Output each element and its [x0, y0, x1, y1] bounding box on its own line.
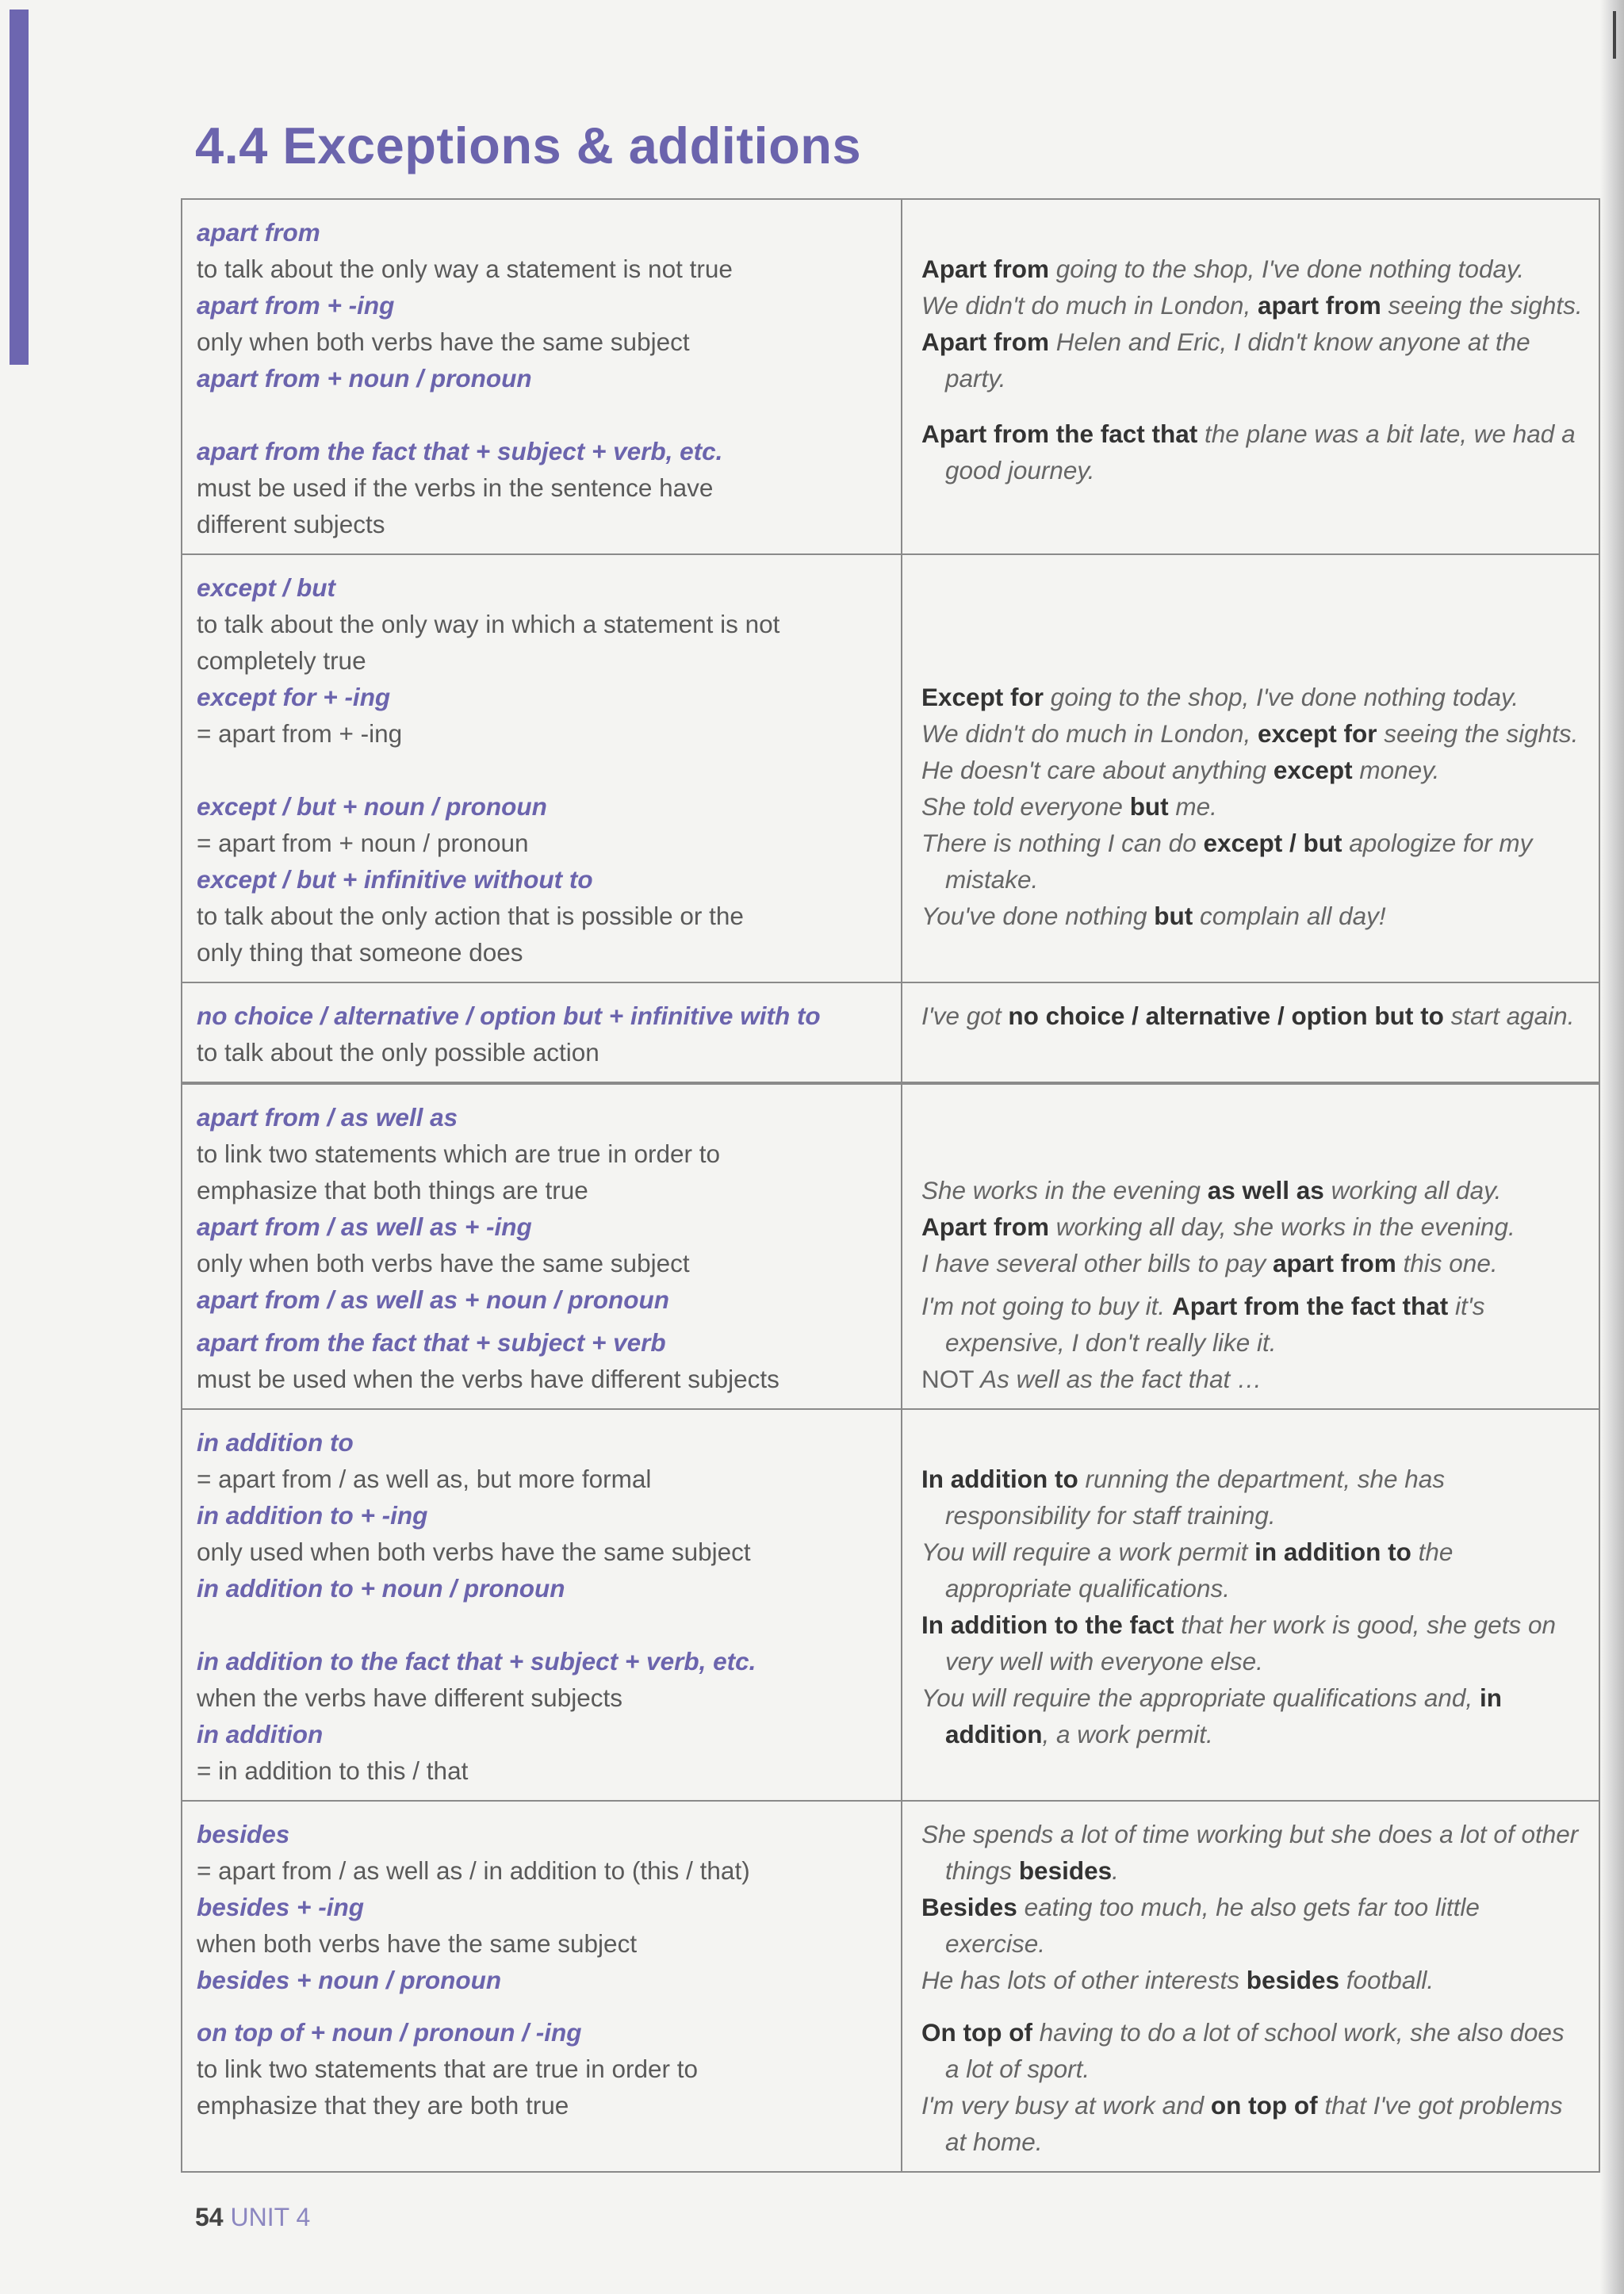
- example: He has lots of other interests besides football.: [921, 1966, 1434, 1994]
- example: Apart from Helen and Eric, I didn't know anyone at the party.: [921, 327, 1530, 393]
- rule-heading: besides + -ing: [197, 1893, 364, 1921]
- rule-desc: when both verbs have the same subject: [197, 1929, 638, 1958]
- rule-heading: besides + noun / pronoun: [197, 1966, 502, 1994]
- rule-desc: to talk about the only possible action: [197, 1038, 599, 1067]
- rule-desc: = in addition to this / that: [197, 1756, 469, 1785]
- example: On top of having to do a lot of school work, she also does a lot of sport.: [921, 2018, 1565, 2083]
- rule-heading: in addition to + -ing: [197, 1501, 428, 1530]
- table-row: [182, 1409, 1599, 1801]
- example: Besides eating too much, he also gets far too little exercise.: [921, 1893, 1480, 1958]
- example: She works in the evening as well as working all day.: [921, 1176, 1502, 1204]
- rule-heading: apart from: [197, 218, 320, 247]
- rule-desc: must be used if the verbs in the sentence have: [197, 473, 714, 502]
- example: He doesn't care about anything except money.: [921, 756, 1440, 784]
- example: You've done nothing but complain all day!: [921, 902, 1386, 930]
- example: You will require the appropriate qualifications and, in addition, a work permit.: [921, 1683, 1502, 1748]
- example: We didn't do much in London, except for seeing the sights.: [921, 719, 1579, 748]
- rule-heading: apart from / as well as + noun / pronoun: [197, 1285, 669, 1314]
- rule-heading: no choice / alternative / option but + infinitive with to: [197, 1001, 821, 1030]
- example: There is nothing I can do except / but apologize for my mistake.: [921, 829, 1533, 894]
- example: We didn't do much in London, apart from seeing the sights.: [921, 291, 1583, 320]
- grammar-table-1: [181, 198, 1600, 1083]
- rule-desc: to talk about the only way a statement is not true: [197, 255, 733, 283]
- grammar-table-2: [181, 1083, 1600, 2173]
- rule-desc: to talk about the only way in which a statement is not: [197, 610, 780, 638]
- rule-heading: in addition to: [197, 1428, 354, 1457]
- table-row: [182, 199, 1599, 554]
- rule-heading: on top of + noun / pronoun / -ing: [197, 2018, 582, 2047]
- rule-heading: apart from / as well as + -ing: [197, 1212, 532, 1241]
- table-row: [182, 1801, 1599, 2172]
- example: I'm very busy at work and on top of that I've got problems at home.: [921, 2091, 1563, 2156]
- example: I've got no choice / alternative / option but to start again.: [921, 1001, 1575, 1030]
- rule-desc: only thing that someone does: [197, 938, 523, 967]
- example: You will require a work permit in addition to the appropriate qualifications.: [921, 1538, 1454, 1603]
- rule-cell: [182, 199, 902, 554]
- example: Except for going to the shop, I've done nothing today.: [921, 683, 1519, 711]
- example: I'm not going to buy it. Apart from the fact that it's expensive, I don't really like it.: [921, 1292, 1485, 1357]
- rule-heading: besides: [197, 1820, 290, 1848]
- rule-desc: = apart from / as well as / in addition to (this / that): [197, 1856, 750, 1885]
- page-number: 54: [195, 2203, 224, 2231]
- rule-heading: apart from / as well as: [197, 1103, 458, 1132]
- rule-heading: in addition to + noun / pronoun: [197, 1574, 565, 1603]
- rule-desc: = apart from / as well as, but more formal: [197, 1465, 652, 1493]
- rule-heading: in addition to the fact that + subject + verb, etc.: [197, 1647, 756, 1676]
- example-cell: [902, 982, 1599, 1082]
- rule-heading: except / but + infinitive without to: [197, 865, 593, 894]
- rule-heading: except for + -ing: [197, 683, 391, 711]
- rule-heading: apart from + noun / pronoun: [197, 364, 532, 393]
- rule-desc: only used when both verbs have the same subject: [197, 1538, 751, 1566]
- example: She spends a lot of time working but she does a lot of other things besides.: [921, 1820, 1579, 1885]
- rule-desc: to link two statements that are true in order to: [197, 2055, 699, 2083]
- rule-desc: emphasize that both things are true: [197, 1176, 588, 1204]
- page-title: 4.4 Exceptions & additions: [195, 117, 862, 174]
- example-cell: [902, 199, 1599, 554]
- rule-desc: to talk about the only action that is possible or the: [197, 902, 744, 930]
- page-footer: [195, 2203, 310, 2232]
- rule-heading: apart from + -ing: [197, 291, 395, 320]
- example-cell: [902, 1409, 1599, 1801]
- example-cell: [902, 554, 1599, 982]
- rule-heading: except / but: [197, 573, 336, 602]
- example: In addition to running the department, she has responsibility for staff training.: [921, 1465, 1446, 1530]
- example-cell: [902, 1801, 1599, 2172]
- example: Apart from the fact that the plane was a bit late, we had a good journey.: [921, 419, 1576, 484]
- example: In addition to the fact that her work is good, she gets on very well with everyone else.: [921, 1610, 1557, 1676]
- table-row: [182, 982, 1599, 1082]
- rule-cell: [182, 1801, 902, 2172]
- example: NOT As well as the fact that …: [921, 1365, 1262, 1393]
- unit-label: UNIT 4: [230, 2203, 311, 2231]
- rule-heading: in addition: [197, 1720, 324, 1748]
- rule-desc: when the verbs have different subjects: [197, 1683, 622, 1712]
- example: I have several other bills to pay apart from this one.: [921, 1249, 1498, 1277]
- rule-desc: = apart from + -ing: [197, 719, 403, 748]
- example: She told everyone but me.: [921, 792, 1217, 821]
- rule-desc: = apart from + noun / pronoun: [197, 829, 529, 857]
- rule-heading: except / but + noun / pronoun: [197, 792, 547, 821]
- example: Apart from working all day, she works in the evening.: [921, 1212, 1515, 1241]
- rule-desc: only when both verbs have the same subject: [197, 327, 690, 356]
- rule-desc: emphasize that they are both true: [197, 2091, 569, 2120]
- example-cell: [902, 1084, 1599, 1409]
- example: Apart from going to the shop, I've done nothing today.: [921, 255, 1525, 283]
- rule-heading: apart from the fact that + subject + verb, etc.: [197, 437, 723, 465]
- rule-desc: must be used when the verbs have different subjects: [197, 1365, 779, 1393]
- rule-cell: [182, 982, 902, 1082]
- rule-cell: [182, 1084, 902, 1409]
- rule-desc: different subjects: [197, 510, 385, 538]
- rule-desc: only when both verbs have the same subject: [197, 1249, 690, 1277]
- page-edge: [1600, 0, 1624, 2294]
- section-tab: [10, 10, 29, 365]
- table-row: [182, 554, 1599, 982]
- table-row: [182, 1084, 1599, 1409]
- rule-cell: [182, 1409, 902, 1801]
- rule-heading: apart from the fact that + subject + verb: [197, 1328, 666, 1357]
- rule-desc: to link two statements which are true in order to: [197, 1139, 721, 1168]
- rule-cell: [182, 554, 902, 982]
- rule-desc: completely true: [197, 646, 366, 675]
